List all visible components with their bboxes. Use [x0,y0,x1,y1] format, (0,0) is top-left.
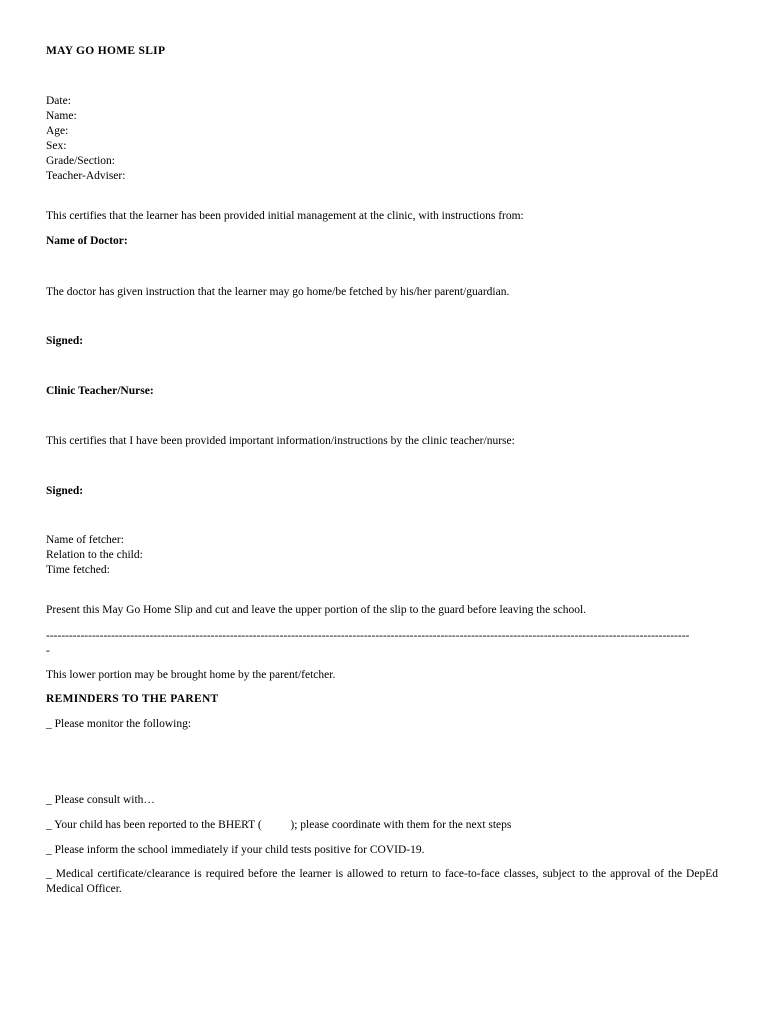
clinic-nurse-label: Clinic Teacher/Nurse: [46,385,154,397]
reminders-heading: REMINDERS TO THE PARENT [46,693,219,705]
clinic-certify-text: This certifies that the learner has been provided initial management at the clinic, with instructions from: [46,210,524,222]
reminder-consult: _ Please consult with… [46,794,155,806]
grade-section-field-label: Grade/Section: [46,155,115,167]
present-instruction-text: Present this May Go Home Slip and cut and leave the upper portion of the slip to the guard before leaving the school. [46,604,587,616]
reminder-bhert: _ Your child has been reported to the BHERT ( ); please coordinate with them for the next steps [46,819,512,831]
lower-portion-note: This lower portion may be brought home by the parent/fetcher. [46,669,336,681]
cut-line: ------------------------------------------------------------------------------------------------------------------------------------------------------------------------ [46,630,690,642]
reminder-medical-certificate: _ Medical certificate/clearance is required before the learner is allowed to return to face-to-face classes, subject to the approval of the DepEd Medical Officer. [46,868,718,895]
fetcher-relation-label: Relation to the child: [46,549,143,561]
doctor-signed-label: Signed: [46,335,84,347]
doctor-instruction-text: The doctor has given instruction that the learner may go home/be fetched by his/her parent/guardian. [46,286,510,298]
cut-line-tail: - [46,645,50,657]
time-fetched-label: Time fetched: [46,564,110,576]
fetcher-signed-label: Signed: [46,485,84,497]
slip-title: MAY GO HOME SLIP [46,45,166,57]
fetcher-name-label: Name of fetcher: [46,534,124,546]
name-field-label: Name: [46,110,77,122]
reminder-monitor: _ Please monitor the following: [46,718,192,730]
doctor-name-label: Name of Doctor: [46,235,128,247]
sex-field-label: Sex: [46,140,67,152]
teacher-adviser-field-label: Teacher-Adviser: [46,170,126,182]
fetcher-certify-text: This certifies that I have been provided important information/instructions by the clinic teacher/nurse: [46,435,515,447]
date-field-label: Date: [46,95,71,107]
reminder-inform: _ Please inform the school immediately if your child tests positive for COVID-19. [46,844,425,856]
age-field-label: Age: [46,125,69,137]
